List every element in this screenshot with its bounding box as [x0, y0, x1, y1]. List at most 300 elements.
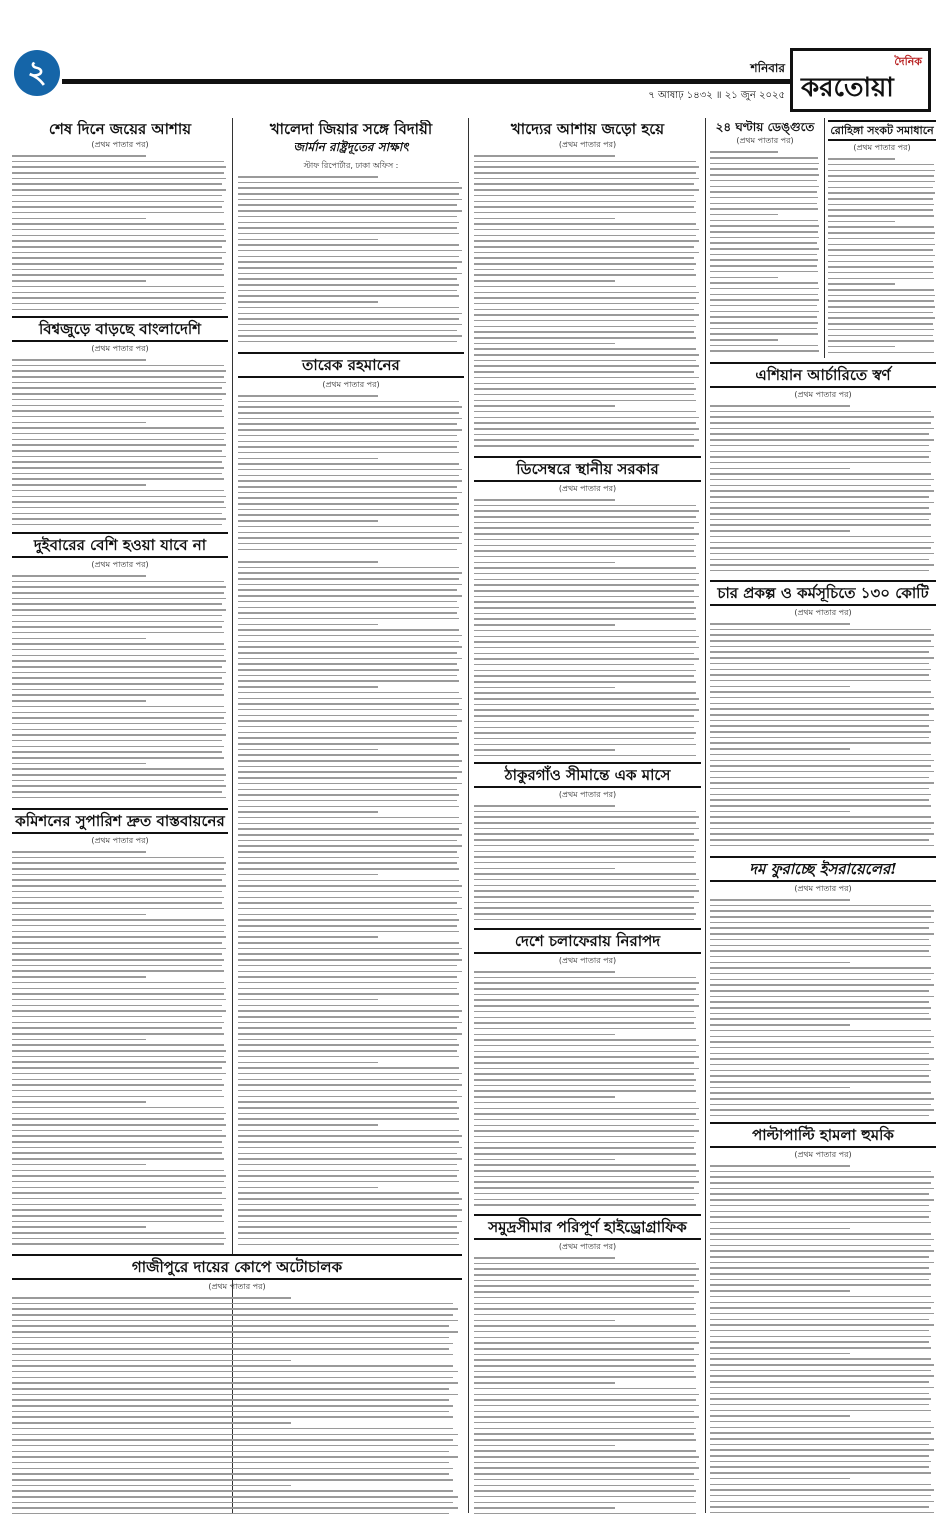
text-line: [474, 1028, 696, 1030]
text-line: [238, 1073, 462, 1075]
text-line: [710, 1256, 929, 1258]
text-line: [238, 423, 457, 425]
text-line: [12, 1209, 224, 1211]
text-line: [238, 686, 378, 688]
text-line: [238, 1175, 457, 1177]
article-byline: (প্রথম পাতার পর): [91, 836, 149, 845]
text-line: [710, 513, 931, 515]
text-line: [474, 744, 696, 746]
text-line: [238, 1221, 462, 1223]
text-line: [12, 655, 224, 657]
text-line: [474, 749, 615, 751]
text-line: [474, 1337, 696, 1339]
text-line: [474, 907, 694, 909]
text-line: [238, 222, 459, 224]
article-subheadline: জার্মান রাষ্ট্রদূতের সাক্ষাৎ: [293, 140, 409, 154]
article-body: [474, 155, 701, 450]
text-line: [238, 669, 459, 671]
text-line: [710, 1427, 934, 1429]
text-line: [474, 383, 694, 385]
text-line: [12, 252, 226, 254]
text-line: [474, 1342, 699, 1344]
text-line: [710, 822, 934, 824]
text-line: [474, 229, 699, 231]
text-line: [710, 651, 929, 653]
article-block: [12, 120, 228, 310]
text-line: [238, 492, 462, 494]
text-line: [12, 1388, 449, 1390]
text-line: [12, 513, 222, 515]
text-line: [12, 609, 226, 611]
text-line: [474, 1199, 694, 1201]
article-headline: ঠাকুরগাঁও সীমান্তে এক মাসে: [474, 762, 701, 788]
text-line: [710, 634, 934, 636]
text-line: [710, 163, 819, 165]
text-line: [474, 1428, 696, 1430]
text-line: [12, 1118, 224, 1120]
text-line: [710, 1024, 850, 1026]
article-byline: (প্রথম পাতার পর): [794, 608, 852, 617]
text-line: [12, 1130, 222, 1132]
text-line: [474, 377, 699, 379]
text-line: [474, 1204, 696, 1206]
text-line: [238, 549, 457, 551]
text-line: [12, 439, 224, 441]
text-line: [238, 936, 378, 938]
text-line: [474, 601, 694, 603]
text-line: [474, 816, 699, 818]
text-line: [474, 1291, 699, 1293]
text-line: [710, 350, 819, 352]
text-line: [474, 715, 694, 717]
text-line: [474, 422, 696, 424]
text-line: [238, 1022, 462, 1024]
text-line: [12, 908, 224, 910]
text-line: [828, 283, 895, 285]
text-line: [12, 524, 222, 526]
text-line: [238, 726, 457, 728]
article-byline: (প্রথম পাতার পর): [794, 1150, 852, 1159]
text-line: [474, 371, 694, 373]
text-line: [12, 925, 226, 927]
text-line: [474, 999, 694, 1001]
text-line: [710, 490, 934, 492]
text-line: [474, 584, 699, 586]
text-line: [238, 880, 459, 882]
text-line: [828, 192, 935, 194]
text-line: [238, 817, 459, 819]
text-line: [238, 840, 457, 842]
text-line: [710, 1358, 931, 1360]
text-line: [238, 256, 459, 258]
text-line: [474, 890, 699, 892]
text-line: [12, 1044, 224, 1046]
article-byline: (প্রথম পাতার পর): [794, 390, 852, 399]
text-line: [238, 982, 459, 984]
text-line: [710, 1415, 850, 1417]
text-line: [710, 1053, 929, 1055]
text-line: [238, 1113, 457, 1115]
text-line: [238, 976, 457, 978]
text-line: [710, 1495, 931, 1497]
text-line: [238, 532, 462, 534]
text-line: [710, 1484, 931, 1486]
text-line: [12, 1462, 449, 1464]
text-line: [710, 1211, 931, 1213]
article-byline: (প্রথম পাতার পর): [558, 1242, 617, 1251]
text-line: [474, 303, 699, 305]
text-line: [474, 1119, 699, 1121]
text-line: [238, 441, 459, 443]
text-line: [828, 244, 935, 246]
text-line: [710, 225, 819, 227]
text-line: [474, 1496, 694, 1498]
text-line: [238, 537, 459, 539]
article-block: [474, 928, 701, 1208]
article-byline: (প্রথম পাতার পর): [736, 136, 794, 146]
text-line: [238, 295, 459, 297]
text-line: [474, 1314, 696, 1316]
text-line: [238, 914, 457, 916]
text-line: [710, 1205, 929, 1207]
text-line: [12, 660, 226, 662]
text-line: [828, 198, 933, 200]
text-line: [238, 509, 457, 511]
text-line: [238, 777, 457, 779]
text-line: [710, 725, 929, 727]
text-line: [710, 794, 931, 796]
text-line: [12, 1456, 458, 1458]
text-line: [710, 1398, 931, 1400]
text-line: [12, 478, 224, 480]
text-line: [474, 573, 699, 575]
article-block: [474, 1214, 701, 1514]
text-line: [710, 339, 778, 341]
text-line: [12, 791, 222, 793]
text-line: [12, 1238, 226, 1240]
text-line: [710, 927, 929, 929]
text-line: [12, 410, 222, 412]
text-line: [474, 919, 694, 921]
text-line: [12, 1215, 222, 1217]
text-line: [828, 289, 934, 291]
text-line: [12, 1513, 449, 1514]
text-line: [238, 959, 462, 961]
text-line: [710, 629, 931, 631]
date-label: ৭ আষাঢ় ১৪৩২ ॥ ২১ জুন ২০২৫: [648, 90, 785, 101]
text-line: [710, 242, 817, 244]
text-line: [474, 206, 694, 208]
text-line: [12, 223, 224, 225]
text-line: [710, 910, 934, 912]
text-line: [238, 680, 459, 682]
text-line: [12, 155, 146, 157]
text-line: [710, 1307, 931, 1309]
text-line: [710, 282, 818, 284]
text-line: [238, 401, 459, 403]
text-line: [12, 942, 222, 944]
text-line: [12, 1061, 226, 1063]
text-line: [238, 452, 459, 454]
text-line: [474, 982, 699, 984]
text-line: [238, 766, 459, 768]
text-line: [710, 536, 931, 538]
text-line: [12, 456, 226, 458]
text-line: [710, 1013, 929, 1015]
text-line: [474, 1308, 694, 1310]
text-line: [710, 311, 819, 313]
text-line: [474, 400, 696, 402]
text-line: [12, 592, 224, 594]
text-line: [710, 294, 818, 296]
text-line: [474, 1268, 699, 1270]
text-line: [474, 297, 696, 299]
text-line: [710, 833, 934, 835]
text-line: [12, 1479, 453, 1481]
text-line: [238, 760, 462, 762]
text-line: [238, 318, 459, 320]
text-line: [710, 816, 931, 818]
text-line: [12, 689, 222, 691]
text-line: [12, 780, 224, 782]
text-line: [12, 1468, 453, 1470]
article-headline: শেষ দিনে জয়ের আশায়: [48, 120, 192, 138]
text-line: [474, 246, 694, 248]
text-line: [12, 399, 222, 401]
text-line: [710, 1313, 934, 1315]
text-line: [12, 1434, 458, 1436]
text-line: [12, 638, 146, 640]
text-line: [12, 649, 226, 651]
text-line: [828, 323, 933, 325]
text-line: [474, 811, 696, 813]
text-line: [474, 499, 615, 501]
text-line: [474, 1354, 699, 1356]
text-line: [474, 411, 696, 413]
text-line: [12, 919, 224, 921]
text-line: [238, 709, 462, 711]
text-line: [12, 161, 224, 163]
text-line: [474, 698, 699, 700]
text-line: [710, 422, 931, 424]
text-line: [12, 586, 226, 588]
text-line: [12, 1084, 224, 1086]
text-line: [12, 422, 146, 424]
text-line: [238, 486, 457, 488]
text-line: [710, 1070, 931, 1072]
text-line: [12, 959, 224, 961]
text-line: [238, 925, 457, 927]
text-line: [12, 914, 146, 916]
article-headline: বিশ্বজুড়ে বাড়ছে বাংলাদেশি: [12, 316, 228, 342]
text-line: [238, 278, 457, 280]
text-line: [238, 503, 459, 505]
text-line: [710, 950, 929, 952]
text-line: [238, 429, 462, 431]
text-line: [474, 613, 694, 615]
text-line: [474, 1153, 696, 1155]
text-line: [710, 1081, 931, 1083]
text-line: [238, 1192, 459, 1194]
text-line: [12, 1382, 458, 1384]
text-line: [238, 948, 462, 950]
text-line: [474, 1159, 615, 1161]
text-line: [12, 484, 146, 486]
text-line: [474, 1439, 696, 1441]
text-line: [710, 1165, 850, 1167]
text-line: [238, 1101, 457, 1103]
text-line: [710, 922, 934, 924]
text-line: [828, 352, 934, 354]
text-line: [828, 255, 935, 257]
text-line: [238, 1153, 457, 1155]
text-line: [474, 550, 694, 552]
article-byline: (প্রথম পাতার পর): [558, 956, 617, 965]
text-line: [474, 1416, 699, 1418]
text-line: [238, 458, 378, 460]
text-line: [710, 1324, 934, 1326]
text-line: [474, 822, 696, 824]
text-line: [710, 547, 931, 549]
text-line: [474, 166, 699, 168]
article-body: [710, 899, 936, 1116]
text-line: [238, 908, 462, 910]
text-line: [12, 1496, 458, 1498]
text-line: [710, 899, 850, 901]
text-line: [12, 444, 226, 446]
text-line: [828, 158, 895, 160]
text-line: [710, 254, 817, 256]
text-line: [474, 161, 696, 163]
article-block: [12, 316, 228, 526]
text-line: [238, 641, 459, 643]
text-line: [238, 412, 459, 414]
text-line: [238, 250, 462, 252]
text-line: [12, 1507, 458, 1509]
text-line: [12, 1243, 224, 1245]
text-line: [12, 1297, 291, 1299]
text-line: [238, 1016, 459, 1018]
text-line: [238, 469, 462, 471]
article-byline: (প্রথম পাতার পর): [558, 140, 617, 149]
text-line: [474, 732, 696, 734]
text-line: [710, 657, 934, 659]
text-line: [710, 1404, 929, 1406]
text-line: [12, 1428, 453, 1430]
text-line: [710, 663, 929, 665]
text-line: [12, 581, 224, 583]
text-line: [12, 1022, 224, 1024]
text-line: [12, 1451, 449, 1453]
text-line: [12, 263, 224, 265]
text-line: [710, 1262, 934, 1264]
text-line: [474, 687, 615, 689]
text-line: [12, 212, 224, 214]
text-line: [474, 314, 699, 316]
page-number-badge: ২: [14, 50, 60, 96]
text-line: [710, 316, 817, 318]
text-line: [710, 1432, 931, 1434]
text-line: [12, 1067, 222, 1069]
text-line: [710, 1290, 850, 1292]
text-line: [474, 641, 696, 643]
text-line: [238, 1232, 459, 1234]
text-line: [710, 799, 929, 801]
text-line: [710, 674, 929, 676]
text-line: [474, 1376, 696, 1378]
text-line: [12, 1181, 224, 1183]
text-line: [238, 567, 459, 569]
text-line: [238, 1005, 459, 1007]
text-line: [828, 312, 933, 314]
text-line: [710, 1375, 934, 1377]
text-line: [12, 700, 146, 702]
text-line: [12, 774, 226, 776]
text-line: [238, 1187, 378, 1189]
text-line: [238, 176, 378, 178]
article-body: [710, 623, 936, 850]
text-line: [710, 646, 934, 648]
text-line: [474, 212, 696, 214]
text-line: [12, 427, 224, 429]
text-line: [238, 737, 457, 739]
text-line: [12, 953, 222, 955]
text-line: [474, 630, 696, 632]
text-line: [238, 715, 457, 717]
text-line: [238, 754, 459, 756]
text-line: [238, 942, 459, 944]
text-line: [12, 1232, 224, 1234]
text-line: [710, 428, 934, 430]
text-line: [474, 879, 699, 881]
text-line: [238, 885, 462, 887]
text-line: [238, 988, 457, 990]
text-line: [12, 976, 146, 978]
text-line: [474, 1411, 694, 1413]
text-line: [474, 977, 696, 979]
text-line: [710, 1455, 929, 1457]
text-line: [12, 862, 226, 864]
text-line: [12, 309, 222, 310]
text-line: [474, 1433, 694, 1435]
text-line: [238, 1147, 462, 1149]
article-body: [474, 805, 701, 922]
text-line: [12, 387, 222, 389]
text-line: [474, 286, 696, 288]
text-line: [710, 231, 818, 233]
article-block: [474, 762, 701, 922]
text-line: [238, 330, 457, 332]
article-block: [238, 352, 464, 552]
text-line: [474, 263, 696, 265]
text-line: [12, 1325, 449, 1327]
article-body: [474, 1257, 701, 1514]
text-line: [12, 1314, 453, 1316]
text-line: [474, 1051, 696, 1053]
article-body: [238, 561, 464, 1248]
text-line: [474, 201, 696, 203]
text-line: [238, 806, 459, 808]
text-line: [238, 663, 457, 665]
text-line: [710, 542, 934, 544]
text-line: [12, 1485, 291, 1487]
text-line: [238, 1209, 462, 1211]
article-headline: কমিশনের সুপারিশ দ্রুত বাস্তবায়নের: [12, 808, 228, 834]
text-line: [474, 1090, 696, 1092]
text-line: [828, 164, 934, 166]
text-line: [710, 1421, 931, 1423]
text-line: [474, 1011, 694, 1013]
